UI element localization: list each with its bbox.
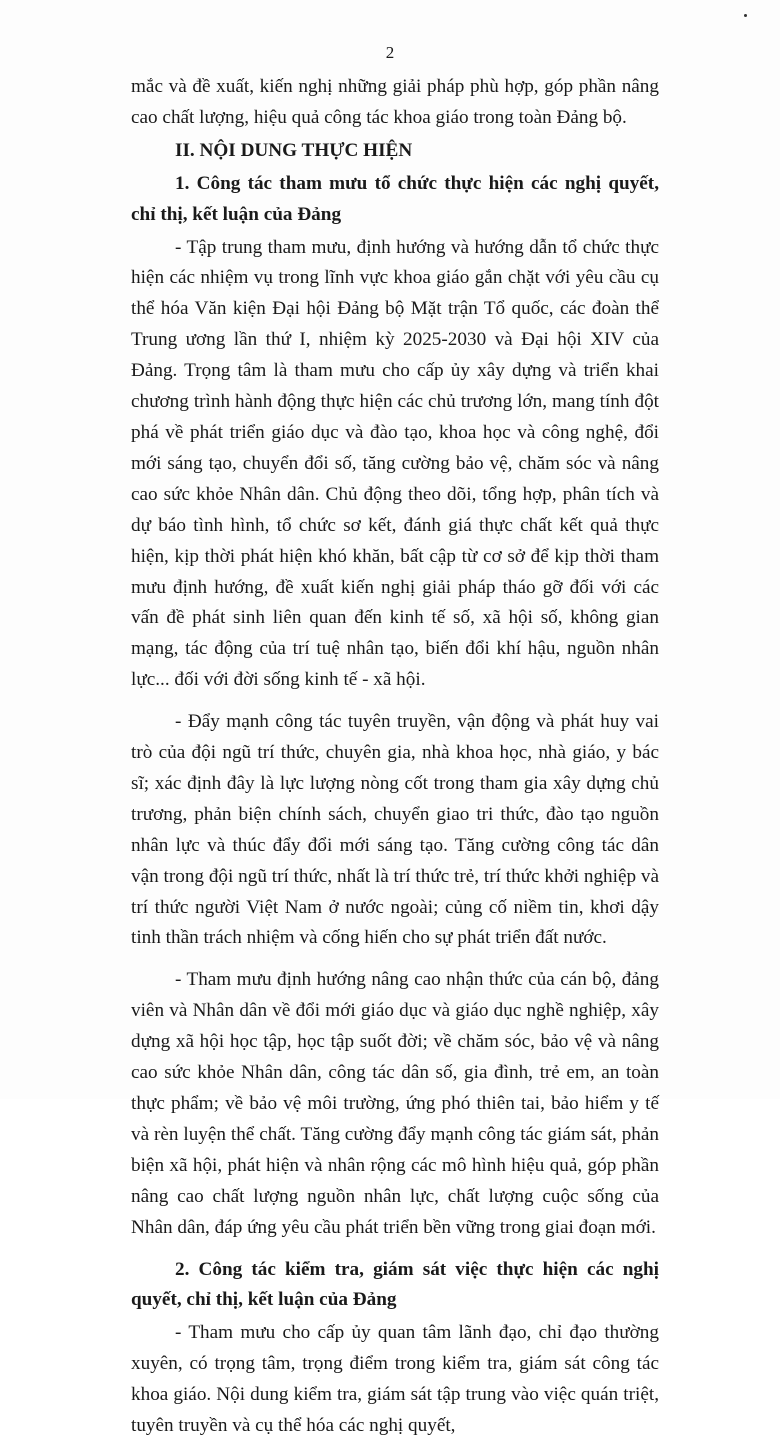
document-body (131, 72, 659, 1442)
page-number: 2 (385, 43, 395, 62)
paragraph-item: - Đẩy mạnh công tác tuyên truyền, vận động và phát huy vai trò của đội ngũ trí thức, chuyên gia, nhà khoa học, nhà giáo, y bác sĩ; xác định đây là lực lượng nòng cốt trong tham gia xây dựng chủ trương, phản biện chính sách, chuyển giao tri thức, đào tạo nguồn nhân lực và thúc đẩy đổi mới sáng tạo. Tăng cường công tác dân vận trong đội ngũ trí thức, nhất là trí thức trẻ, trí thức khởi nghiệp và trí thức người Việt Nam ở nước ngoài; củng cố niềm tin, khơi dậy tinh thần trách nhiệm và cống hiến cho sự phát triển đất nước. (131, 711, 659, 949)
paragraph-item: - Tham mưu cho cấp ủy quan tâm lãnh đạo, chỉ đạo thường xuyên, có trọng tâm, trọng điểm trong kiểm tra, giám sát công tác khoa giáo. Nội dung kiểm tra, giám sát tập trung vào việc quán triệt, tuyên truyền và cụ thể hóa các nghị quyết, (131, 1322, 659, 1437)
subsection-heading-2: 2. Công tác kiểm tra, giám sát việc thực hiện các nghị quyết, chỉ thị, kết luận của Đảng (131, 1258, 659, 1311)
section-heading: II. NỘI DUNG THỰC HIỆN (175, 139, 413, 161)
paragraph-item: - Tham mưu định hướng nâng cao nhận thức của cán bộ, đảng viên và Nhân dân về đổi mới giáo dục và giáo dục nghề nghiệp, xây dựng xã hội học tập, học tập suốt đời; về chăm sóc, bảo vệ và nâng cao sức khỏe Nhân dân, công tác dân số, gia đình, trẻ em, an toàn thực phẩm; về bảo vệ môi trường, ứng phó thiên tai, bảo hiểm y tế và rèn luyện thể chất. Tăng cường đẩy mạnh công tác giám sát, phản biện xã hội, phát hiện và nhân rộng các mô hình hiệu quả, góp phần nâng cao chất lượng nguồn nhân lực, chất lượng cuộc sống của Nhân dân, đáp ứng yêu cầu phát triển bền vững trong giai đoạn mới. (131, 969, 659, 1238)
paragraph-item: - Tập trung tham mưu, định hướng và hướng dẫn tổ chức thực hiện các nhiệm vụ trong lĩnh vực khoa giáo gắn chặt với yêu cầu cụ thể hóa Văn kiện Đại hội Đảng bộ Mặt trận Tổ quốc, các đoàn thể Trung ương lần thứ I, nhiệm kỳ 2025-2030 và Đại hội XIV của Đảng. Trọng tâm là tham mưu cho cấp ủy xây dựng và triển khai chương trình hành động thực hiện các chủ trương lớn, mang tính đột phá về phát triển giáo dục và đào tạo, khoa học và công nghệ, đổi mới sáng tạo, chuyển đổi số, tăng cường bảo vệ, chăm sóc và nâng cao sức khỏe Nhân dân. Chủ động theo dõi, tổng hợp, phân tích và dự báo tình hình, tổ chức sơ kết, đánh giá thực chất kết quả thực hiện, kịp thời phát hiện khó khăn, bất cập từ cơ sở để kịp thời tham mưu định hướng, đề xuất kiến nghị giải pháp tháo gỡ đối với các vấn đề phát sinh liên quan đến kinh tế số, xã hội số, không gian mạng, tác động của trí tuệ nhân tạo, biến đổi khí hậu, nguồn nhân lực... đối với đời sống kinh tế - xã hội. (131, 236, 659, 691)
subsection-heading-1: 1. Công tác tham mưu tổ chức thực hiện các nghị quyết, chỉ thị, kết luận của Đảng (131, 172, 659, 225)
paragraph-continuation: mắc và đề xuất, kiến nghị những giải pháp phù hợp, góp phần nâng cao chất lượng, hiệu quả công tác khoa giáo trong toàn Đảng bộ. (131, 76, 659, 128)
scan-speck (744, 14, 747, 17)
